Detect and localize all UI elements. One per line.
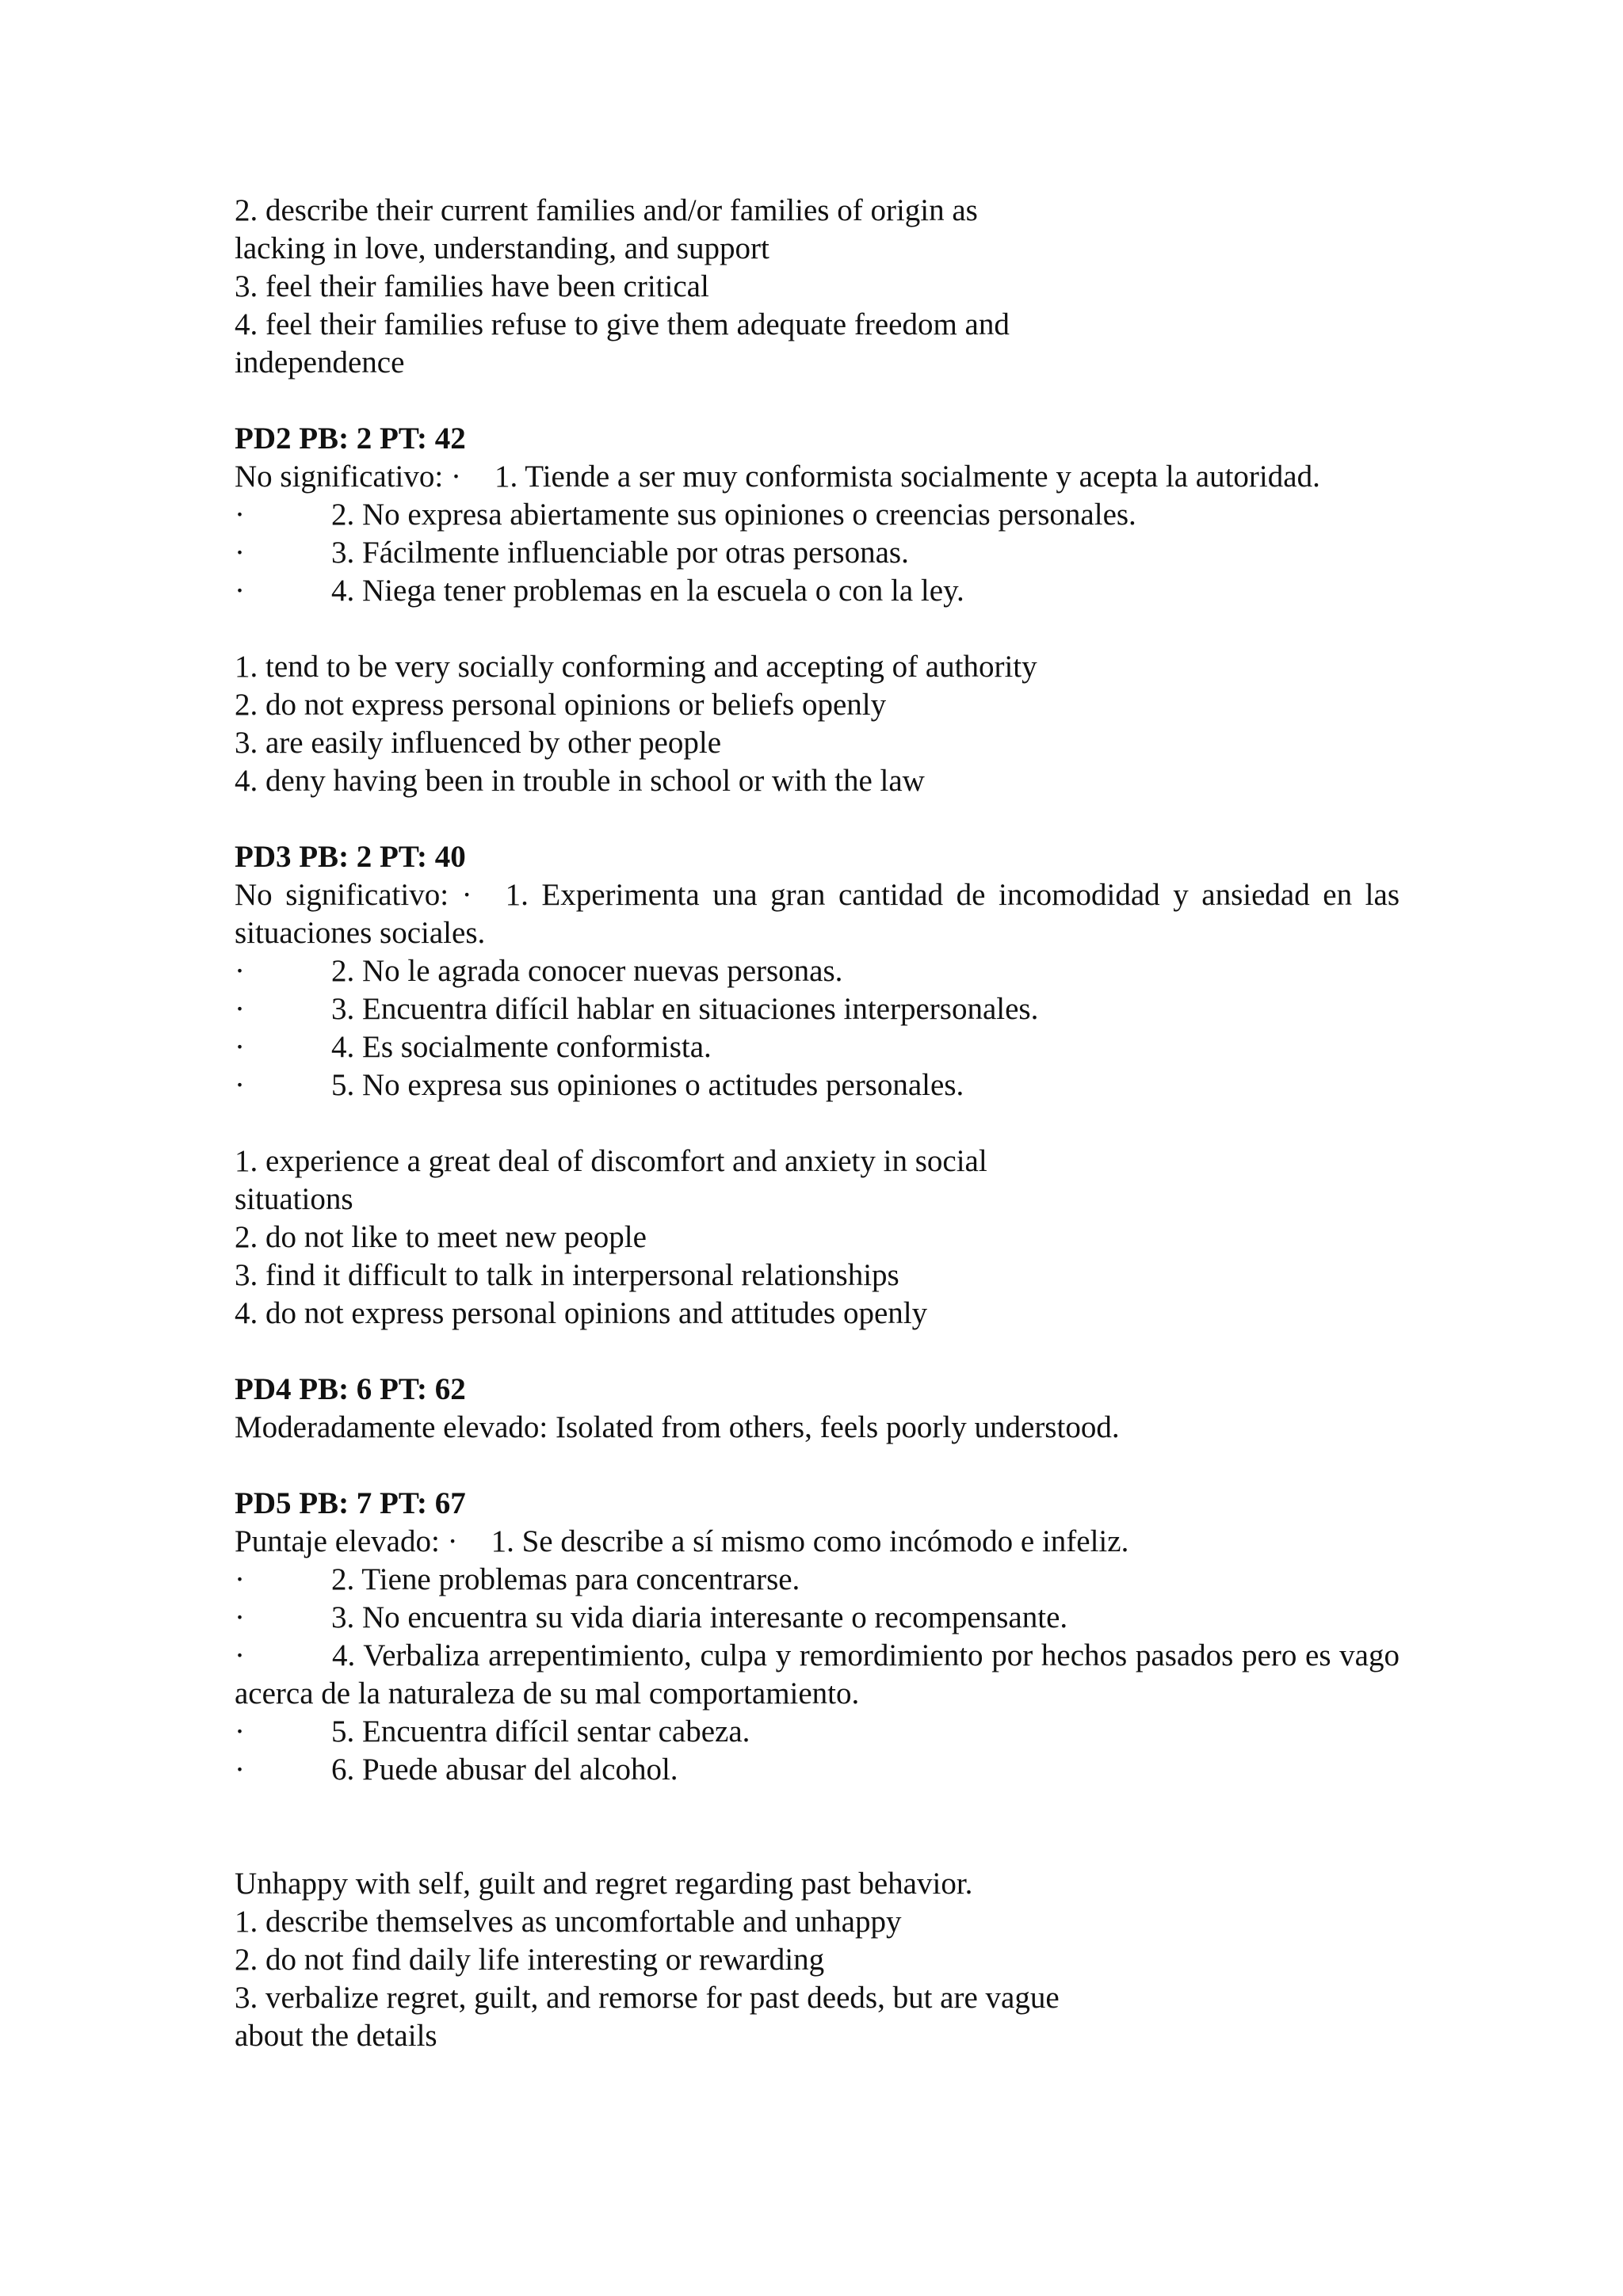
- bullet-mark: ·: [235, 1753, 245, 1787]
- pd3-lead-item: 1. Experimenta una gran cantidad de incomodidad y ansiedad en las situaciones sociales.: [235, 878, 1400, 950]
- pd3-english-line: 2. do not like to meet new people: [235, 1220, 647, 1254]
- list-item: [235, 990, 1400, 1028]
- list-item: [235, 534, 1400, 572]
- bullet-mark: ·: [235, 574, 245, 608]
- pd2-lead: [235, 458, 1400, 496]
- bullet-mark: ·: [235, 1714, 245, 1749]
- pd2-english-line: 1. tend to be very socially conforming and accepting of authority: [235, 650, 1037, 684]
- pd3-english-line: 4. do not express personal opinions and attitudes openly: [235, 1296, 928, 1330]
- pd2-lead-item: 1. Tiende a ser muy conformista socialmente y acepta la autoridad.: [494, 460, 1320, 494]
- pd3-heading: PD3 PB: 2 PT: 40: [235, 840, 466, 874]
- pd5-lead: [235, 1523, 1400, 1561]
- pd5-english-line: 2. do not find daily life interesting or rewarding: [235, 1943, 825, 1977]
- intro-line: 4. feel their families refuse to give them adequate freedom and: [235, 307, 1010, 341]
- pd4-text: Moderadamente elevado: Isolated from others, feels poorly understood.: [235, 1410, 1120, 1444]
- pd3-section: [235, 838, 1400, 1333]
- pd2-english-line: 2. do not express personal opinions or beliefs openly: [235, 688, 887, 722]
- pd5-lead-item: 1. Se describe a sí mismo como incómodo e infeliz.: [491, 1524, 1129, 1558]
- pd3-english-line: 1. experience a great deal of discomfort and anxiety in social: [235, 1144, 987, 1178]
- list-item: [235, 1637, 1400, 1713]
- pd5-bullet: 5. Encuentra difícil sentar cabeza.: [331, 1714, 750, 1749]
- pd3-bullet: 5. No expresa sus opiniones o actitudes personales.: [331, 1068, 964, 1102]
- bullet-mark: ·: [235, 1068, 245, 1102]
- intro-line: lacking in love, understanding, and support: [235, 231, 769, 265]
- list-item: [235, 1599, 1400, 1637]
- pd2-bullet: 2. No expresa abiertamente sus opiniones o creencias personales.: [331, 498, 1136, 532]
- intro-list: [235, 192, 1400, 382]
- bullet-mark: ·: [235, 1030, 245, 1064]
- intro-line: independence: [235, 345, 405, 379]
- intro-line: 3. feel their families have been critical: [235, 269, 709, 303]
- pd4-heading: PD4 PB: 6 PT: 62: [235, 1372, 466, 1406]
- pd5-section: [235, 1485, 1400, 2055]
- intro-line: 2. describe their current families and/or families of origin as: [235, 193, 978, 227]
- pd5-bullet: 4. Verbaliza arrepentimiento, culpa y remordimiento por hechos pasados pero es vago acerca de la naturaleza de su mal comportamiento.: [235, 1638, 1400, 1711]
- pd2-lead-label: No significativo: ·: [235, 460, 461, 494]
- pd3-bullet: 2. No le agrada conocer nuevas personas.: [331, 954, 843, 988]
- bullet-mark: ·: [235, 1562, 245, 1596]
- pd3-lead-label: No significativo: ·: [235, 878, 472, 912]
- pd2-english-line: 4. deny having been in trouble in school or with the law: [235, 764, 925, 798]
- pd5-bullet: 2. Tiene problemas para concentrarse.: [331, 1562, 800, 1596]
- list-item: [235, 1066, 1400, 1104]
- pd5-english-line: about the details: [235, 2019, 437, 2053]
- pd2-english-line: 3. are easily influenced by other people: [235, 726, 722, 760]
- pd2-bullet: 4. Niega tener problemas en la escuela o con la ley.: [331, 574, 964, 608]
- pd5-bullet: 6. Puede abusar del alcohol.: [331, 1753, 678, 1787]
- bullet-mark: ·: [235, 536, 245, 570]
- bullet-mark: ·: [235, 954, 245, 988]
- bullet-mark: ·: [235, 498, 245, 532]
- pd3-english-line: situations: [235, 1182, 353, 1216]
- bullet-mark: ·: [235, 1638, 245, 1672]
- pd5-bullet: 3. No encuentra su vida diaria interesante o recompensante.: [331, 1600, 1068, 1634]
- list-item: [235, 1561, 1400, 1599]
- pd5-english-line: 1. describe themselves as uncomfortable and unhappy: [235, 1905, 902, 1939]
- pd5-summary: Unhappy with self, guilt and regret regarding past behavior.: [235, 1867, 973, 1901]
- pd3-lead: [235, 876, 1400, 952]
- list-item: [235, 952, 1400, 990]
- list-item: [235, 572, 1400, 610]
- pd3-english-line: 3. find it difficult to talk in interpersonal relationships: [235, 1258, 899, 1292]
- pd2-heading: PD2 PB: 2 PT: 42: [235, 421, 466, 456]
- list-item: [235, 496, 1400, 534]
- bullet-mark: ·: [235, 992, 245, 1026]
- list-item: [235, 1751, 1400, 1789]
- pd4-section: [235, 1371, 1400, 1447]
- list-item: [235, 1028, 1400, 1066]
- pd2-bullet: 3. Fácilmente influenciable por otras personas.: [331, 536, 909, 570]
- list-item: [235, 1713, 1400, 1751]
- pd3-bullet: 3. Encuentra difícil hablar en situaciones interpersonales.: [331, 992, 1039, 1026]
- bullet-mark: ·: [235, 1600, 245, 1634]
- pd5-english-line: 3. verbalize regret, guilt, and remorse for past deeds, but are vague: [235, 1981, 1060, 2015]
- pd3-bullet: 4. Es socialmente conformista.: [331, 1030, 712, 1064]
- pd5-lead-label: Puntaje elevado: ·: [235, 1524, 458, 1558]
- pd5-heading: PD5 PB: 7 PT: 67: [235, 1486, 466, 1520]
- pd2-section: [235, 420, 1400, 800]
